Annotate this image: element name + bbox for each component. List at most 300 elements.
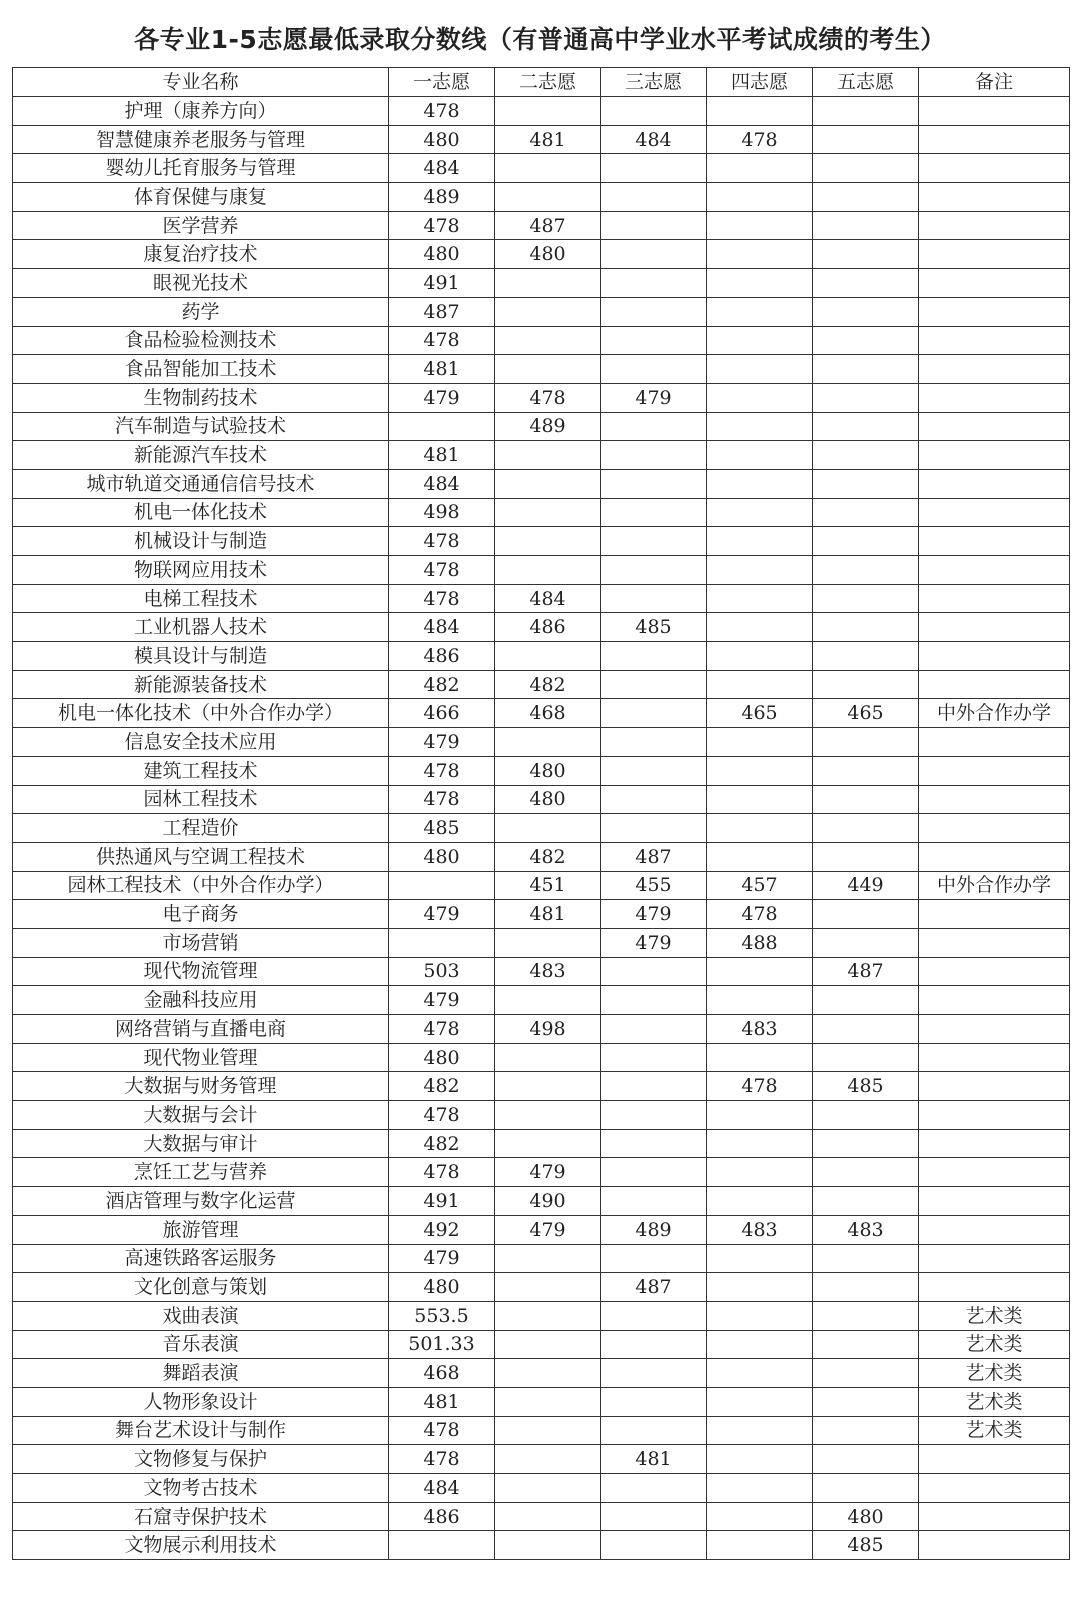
choice-2-score bbox=[495, 1244, 601, 1273]
choice-4-score bbox=[707, 1531, 813, 1560]
major-name-cell: 机械设计与制造 bbox=[13, 527, 389, 556]
remarks-cell bbox=[919, 183, 1070, 212]
major-name-cell: 现代物业管理 bbox=[13, 1043, 389, 1072]
remarks-cell bbox=[919, 756, 1070, 785]
remarks-cell bbox=[919, 842, 1070, 871]
remarks-cell bbox=[919, 728, 1070, 757]
choice-2-score bbox=[495, 183, 601, 212]
table-row bbox=[13, 527, 1070, 556]
table-row bbox=[13, 670, 1070, 699]
choice-4-score bbox=[707, 1129, 813, 1158]
choice-1-score: 503 bbox=[389, 957, 495, 986]
choice-1-score: 481 bbox=[389, 441, 495, 470]
choice-2-score: 486 bbox=[495, 613, 601, 642]
choice-3-score: 485 bbox=[601, 613, 707, 642]
choice-5-score bbox=[813, 1158, 919, 1187]
choice-2-score bbox=[495, 355, 601, 384]
choice-5-score bbox=[813, 1187, 919, 1216]
table-row bbox=[13, 556, 1070, 585]
choice-3-score bbox=[601, 527, 707, 556]
choice-2-score bbox=[495, 1531, 601, 1560]
table-row bbox=[13, 814, 1070, 843]
remarks-cell bbox=[919, 240, 1070, 269]
choice-4-score bbox=[707, 1474, 813, 1503]
table-row bbox=[13, 297, 1070, 326]
remarks-cell bbox=[919, 1158, 1070, 1187]
choice-1-score: 479 bbox=[389, 900, 495, 929]
choice-2-score: 490 bbox=[495, 1187, 601, 1216]
choice-1-score: 481 bbox=[389, 1387, 495, 1416]
choice-4-score: 483 bbox=[707, 1015, 813, 1044]
choice-5-score bbox=[813, 900, 919, 929]
choice-4-score bbox=[707, 154, 813, 183]
choice-5-score: 485 bbox=[813, 1531, 919, 1560]
major-name-cell: 模具设计与制造 bbox=[13, 642, 389, 671]
remarks-cell: 艺术类 bbox=[919, 1330, 1070, 1359]
choice-1-score: 479 bbox=[389, 1244, 495, 1273]
table-body bbox=[13, 97, 1070, 1560]
choice-1-score: 485 bbox=[389, 814, 495, 843]
choice-4-score bbox=[707, 642, 813, 671]
remarks-cell: 艺术类 bbox=[919, 1416, 1070, 1445]
major-name-cell: 机电一体化技术（中外合作办学） bbox=[13, 699, 389, 728]
choice-2-score: 487 bbox=[495, 211, 601, 240]
major-name-cell: 大数据与会计 bbox=[13, 1101, 389, 1130]
table-row bbox=[13, 269, 1070, 298]
choice-3-score: 479 bbox=[601, 383, 707, 412]
remarks-cell bbox=[919, 1043, 1070, 1072]
choice-3-score bbox=[601, 1359, 707, 1388]
choice-5-score bbox=[813, 1359, 919, 1388]
choice-5-score bbox=[813, 441, 919, 470]
choice-3-score bbox=[601, 1244, 707, 1273]
remarks-cell bbox=[919, 1187, 1070, 1216]
choice-1-score: 480 bbox=[389, 1043, 495, 1072]
choice-1-score: 484 bbox=[389, 469, 495, 498]
table-row bbox=[13, 154, 1070, 183]
choice-2-score: 468 bbox=[495, 699, 601, 728]
major-name-cell: 烹饪工艺与营养 bbox=[13, 1158, 389, 1187]
choice-4-score bbox=[707, 1043, 813, 1072]
choice-1-score: 478 bbox=[389, 1015, 495, 1044]
table-row bbox=[13, 326, 1070, 355]
choice-2-score: 484 bbox=[495, 584, 601, 613]
choice-5-score bbox=[813, 469, 919, 498]
choice-5-score bbox=[813, 785, 919, 814]
choice-3-score bbox=[601, 441, 707, 470]
remarks-cell bbox=[919, 97, 1070, 126]
remarks-cell bbox=[919, 584, 1070, 613]
choice-5-score bbox=[813, 1445, 919, 1474]
choice-1-score: 480 bbox=[389, 1273, 495, 1302]
choice-3-score bbox=[601, 728, 707, 757]
choice-4-score bbox=[707, 842, 813, 871]
table-row bbox=[13, 125, 1070, 154]
table-row bbox=[13, 1273, 1070, 1302]
major-name-cell: 大数据与财务管理 bbox=[13, 1072, 389, 1101]
choice-2-score bbox=[495, 1330, 601, 1359]
choice-1-score: 486 bbox=[389, 642, 495, 671]
choice-5-score bbox=[813, 756, 919, 785]
choice-1-score: 478 bbox=[389, 1101, 495, 1130]
choice-2-score bbox=[495, 728, 601, 757]
admission-score-table bbox=[12, 67, 1070, 1560]
choice-1-score: 479 bbox=[389, 383, 495, 412]
major-name-cell: 文物修复与保护 bbox=[13, 1445, 389, 1474]
choice-5-score bbox=[813, 97, 919, 126]
choice-1-score: 478 bbox=[389, 556, 495, 585]
choice-4-score bbox=[707, 1301, 813, 1330]
table-header-row bbox=[13, 68, 1070, 97]
major-name-cell: 旅游管理 bbox=[13, 1215, 389, 1244]
major-name-cell: 大数据与审计 bbox=[13, 1129, 389, 1158]
choice-1-score: 480 bbox=[389, 842, 495, 871]
choice-5-score bbox=[813, 527, 919, 556]
choice-5-score bbox=[813, 355, 919, 384]
choice-2-score: 478 bbox=[495, 383, 601, 412]
choice-5-score bbox=[813, 1273, 919, 1302]
table-row bbox=[13, 355, 1070, 384]
choice-5-score bbox=[813, 613, 919, 642]
table-row bbox=[13, 1215, 1070, 1244]
choice-5-score bbox=[813, 1330, 919, 1359]
remarks-cell bbox=[919, 498, 1070, 527]
choice-1-score: 481 bbox=[389, 355, 495, 384]
major-name-cell: 石窟寺保护技术 bbox=[13, 1502, 389, 1531]
choice-4-score bbox=[707, 1158, 813, 1187]
major-name-cell: 智慧健康养老服务与管理 bbox=[13, 125, 389, 154]
choice-4-score bbox=[707, 584, 813, 613]
choice-5-score bbox=[813, 584, 919, 613]
choice-2-score bbox=[495, 556, 601, 585]
choice-2-score bbox=[495, 986, 601, 1015]
choice-4-score bbox=[707, 441, 813, 470]
table-row bbox=[13, 498, 1070, 527]
choice-3-score bbox=[601, 1416, 707, 1445]
choice-1-score: 498 bbox=[389, 498, 495, 527]
choice-3-score bbox=[601, 1387, 707, 1416]
choice-3-score bbox=[601, 183, 707, 212]
choice-1-score: 491 bbox=[389, 269, 495, 298]
major-name-cell: 工程造价 bbox=[13, 814, 389, 843]
choice-3-score bbox=[601, 269, 707, 298]
page-title: 各专业1-5志愿最低录取分数线（有普通高中学业水平考试成绩的考生） bbox=[134, 25, 946, 54]
remarks-cell bbox=[919, 613, 1070, 642]
choice-4-score bbox=[707, 1416, 813, 1445]
major-name-cell: 高速铁路客运服务 bbox=[13, 1244, 389, 1273]
choice-4-score bbox=[707, 1387, 813, 1416]
choice-1-score: 478 bbox=[389, 97, 495, 126]
choice-2-score bbox=[495, 498, 601, 527]
major-name-cell: 舞蹈表演 bbox=[13, 1359, 389, 1388]
choice-1-score: 482 bbox=[389, 670, 495, 699]
choice-3-score bbox=[601, 1531, 707, 1560]
choice-4-score bbox=[707, 527, 813, 556]
choice-4-score: 465 bbox=[707, 699, 813, 728]
table-row bbox=[13, 1502, 1070, 1531]
choice-5-score bbox=[813, 1101, 919, 1130]
choice-1-score: 478 bbox=[389, 1445, 495, 1474]
choice-2-score: 482 bbox=[495, 670, 601, 699]
choice-1-score bbox=[389, 871, 495, 900]
choice-1-score: 501.33 bbox=[389, 1330, 495, 1359]
table-row bbox=[13, 871, 1070, 900]
major-name-cell: 食品智能加工技术 bbox=[13, 355, 389, 384]
choice-1-score: 484 bbox=[389, 154, 495, 183]
remarks-cell: 艺术类 bbox=[919, 1359, 1070, 1388]
choice-5-score bbox=[813, 154, 919, 183]
remarks-cell bbox=[919, 986, 1070, 1015]
table-row bbox=[13, 1387, 1070, 1416]
choice-5-score: 487 bbox=[813, 957, 919, 986]
choice-1-score: 479 bbox=[389, 986, 495, 1015]
remarks-cell bbox=[919, 1531, 1070, 1560]
major-name-cell: 康复治疗技术 bbox=[13, 240, 389, 269]
choice-5-score bbox=[813, 1474, 919, 1503]
choice-3-score bbox=[601, 1158, 707, 1187]
table-row bbox=[13, 211, 1070, 240]
choice-4-score bbox=[707, 1187, 813, 1216]
choice-3-score bbox=[601, 1301, 707, 1330]
major-name-cell: 物联网应用技术 bbox=[13, 556, 389, 585]
choice-4-score bbox=[707, 469, 813, 498]
major-name-cell: 工业机器人技术 bbox=[13, 613, 389, 642]
choice-4-score: 457 bbox=[707, 871, 813, 900]
choice-2-score bbox=[495, 154, 601, 183]
remarks-cell bbox=[919, 556, 1070, 585]
major-name-cell: 市场营销 bbox=[13, 928, 389, 957]
choice-2-score: 480 bbox=[495, 756, 601, 785]
choice-3-score: 455 bbox=[601, 871, 707, 900]
choice-3-score bbox=[601, 584, 707, 613]
table-row bbox=[13, 1531, 1070, 1560]
choice-1-score: 480 bbox=[389, 240, 495, 269]
major-name-cell: 药学 bbox=[13, 297, 389, 326]
table-row bbox=[13, 412, 1070, 441]
choice-5-score bbox=[813, 498, 919, 527]
choice-2-score bbox=[495, 269, 601, 298]
choice-5-score bbox=[813, 1301, 919, 1330]
remarks-cell bbox=[919, 900, 1070, 929]
choice-1-score bbox=[389, 1531, 495, 1560]
remarks-cell bbox=[919, 211, 1070, 240]
major-name-cell: 酒店管理与数字化运营 bbox=[13, 1187, 389, 1216]
choice-2-score: 483 bbox=[495, 957, 601, 986]
column-header-major: 专业名称 bbox=[13, 68, 389, 97]
choice-1-score: 478 bbox=[389, 785, 495, 814]
remarks-cell bbox=[919, 355, 1070, 384]
table-row bbox=[13, 613, 1070, 642]
remarks-cell bbox=[919, 670, 1070, 699]
choice-3-score bbox=[601, 1043, 707, 1072]
major-name-cell: 生物制药技术 bbox=[13, 383, 389, 412]
choice-5-score bbox=[813, 728, 919, 757]
choice-3-score bbox=[601, 1015, 707, 1044]
choice-2-score: 480 bbox=[495, 785, 601, 814]
choice-3-score bbox=[601, 785, 707, 814]
choice-5-score bbox=[813, 642, 919, 671]
choice-3-score bbox=[601, 699, 707, 728]
choice-3-score bbox=[601, 355, 707, 384]
choice-4-score bbox=[707, 1101, 813, 1130]
choice-3-score bbox=[601, 642, 707, 671]
choice-3-score bbox=[601, 1474, 707, 1503]
choice-5-score bbox=[813, 125, 919, 154]
choice-1-score: 484 bbox=[389, 613, 495, 642]
choice-3-score bbox=[601, 412, 707, 441]
choice-1-score: 478 bbox=[389, 527, 495, 556]
choice-1-score: 482 bbox=[389, 1072, 495, 1101]
remarks-cell bbox=[919, 957, 1070, 986]
column-header-choice-1: 一志愿 bbox=[389, 68, 495, 97]
major-name-cell: 新能源汽车技术 bbox=[13, 441, 389, 470]
choice-2-score bbox=[495, 1502, 601, 1531]
choice-3-score bbox=[601, 814, 707, 843]
major-name-cell: 音乐表演 bbox=[13, 1330, 389, 1359]
remarks-cell bbox=[919, 1015, 1070, 1044]
choice-5-score bbox=[813, 269, 919, 298]
choice-3-score bbox=[601, 154, 707, 183]
choice-3-score bbox=[601, 1101, 707, 1130]
choice-3-score bbox=[601, 97, 707, 126]
remarks-cell bbox=[919, 1072, 1070, 1101]
table-row bbox=[13, 1244, 1070, 1273]
choice-5-score bbox=[813, 383, 919, 412]
choice-4-score bbox=[707, 785, 813, 814]
column-header-choice-5: 五志愿 bbox=[813, 68, 919, 97]
choice-4-score bbox=[707, 728, 813, 757]
remarks-cell bbox=[919, 1215, 1070, 1244]
choice-5-score bbox=[813, 326, 919, 355]
remarks-cell: 中外合作办学 bbox=[919, 871, 1070, 900]
choice-2-score bbox=[495, 1301, 601, 1330]
major-name-cell: 新能源装备技术 bbox=[13, 670, 389, 699]
table-row bbox=[13, 183, 1070, 212]
remarks-cell: 中外合作办学 bbox=[919, 699, 1070, 728]
choice-5-score bbox=[813, 1387, 919, 1416]
choice-5-score bbox=[813, 670, 919, 699]
table-row bbox=[13, 699, 1070, 728]
choice-4-score bbox=[707, 269, 813, 298]
choice-5-score bbox=[813, 1015, 919, 1044]
choice-1-score: 478 bbox=[389, 211, 495, 240]
remarks-cell bbox=[919, 1502, 1070, 1531]
choice-3-score bbox=[601, 1129, 707, 1158]
major-name-cell: 城市轨道交通通信信号技术 bbox=[13, 469, 389, 498]
choice-2-score: 451 bbox=[495, 871, 601, 900]
remarks-cell bbox=[919, 642, 1070, 671]
choice-4-score bbox=[707, 670, 813, 699]
major-name-cell: 园林工程技术（中外合作办学） bbox=[13, 871, 389, 900]
choice-3-score bbox=[601, 469, 707, 498]
choice-3-score bbox=[601, 498, 707, 527]
choice-3-score bbox=[601, 211, 707, 240]
remarks-cell bbox=[919, 412, 1070, 441]
choice-3-score bbox=[601, 297, 707, 326]
choice-4-score bbox=[707, 814, 813, 843]
table-row bbox=[13, 1129, 1070, 1158]
choice-3-score bbox=[601, 556, 707, 585]
choice-1-score: 468 bbox=[389, 1359, 495, 1388]
remarks-cell bbox=[919, 1445, 1070, 1474]
table-row bbox=[13, 469, 1070, 498]
remarks-cell bbox=[919, 1474, 1070, 1503]
column-header-remarks: 备注 bbox=[919, 68, 1070, 97]
table-row bbox=[13, 785, 1070, 814]
remarks-cell bbox=[919, 383, 1070, 412]
table-row bbox=[13, 1445, 1070, 1474]
choice-2-score bbox=[495, 1129, 601, 1158]
remarks-cell: 艺术类 bbox=[919, 1301, 1070, 1330]
choice-1-score: 492 bbox=[389, 1215, 495, 1244]
choice-2-score: 481 bbox=[495, 900, 601, 929]
remarks-cell bbox=[919, 814, 1070, 843]
choice-4-score bbox=[707, 1273, 813, 1302]
table-row bbox=[13, 1474, 1070, 1503]
choice-4-score bbox=[707, 240, 813, 269]
choice-1-score bbox=[389, 412, 495, 441]
choice-5-score bbox=[813, 1129, 919, 1158]
remarks-cell bbox=[919, 269, 1070, 298]
choice-2-score bbox=[495, 326, 601, 355]
choice-2-score: 482 bbox=[495, 842, 601, 871]
choice-2-score bbox=[495, 297, 601, 326]
table-row bbox=[13, 1158, 1070, 1187]
major-name-cell: 电子商务 bbox=[13, 900, 389, 929]
major-name-cell: 食品检验检测技术 bbox=[13, 326, 389, 355]
table-row bbox=[13, 728, 1070, 757]
major-name-cell: 人物形象设计 bbox=[13, 1387, 389, 1416]
choice-5-score bbox=[813, 1416, 919, 1445]
major-name-cell: 医学营养 bbox=[13, 211, 389, 240]
choice-4-score bbox=[707, 383, 813, 412]
choice-3-score: 481 bbox=[601, 1445, 707, 1474]
choice-4-score bbox=[707, 412, 813, 441]
choice-2-score bbox=[495, 1474, 601, 1503]
remarks-cell bbox=[919, 1244, 1070, 1273]
choice-3-score bbox=[601, 1187, 707, 1216]
major-name-cell: 园林工程技术 bbox=[13, 785, 389, 814]
major-name-cell: 金融科技应用 bbox=[13, 986, 389, 1015]
table-row bbox=[13, 1187, 1070, 1216]
remarks-cell bbox=[919, 785, 1070, 814]
major-name-cell: 眼视光技术 bbox=[13, 269, 389, 298]
choice-5-score bbox=[813, 412, 919, 441]
major-name-cell: 汽车制造与试验技术 bbox=[13, 412, 389, 441]
choice-4-score: 488 bbox=[707, 928, 813, 957]
choice-1-score: 553.5 bbox=[389, 1301, 495, 1330]
choice-5-score bbox=[813, 183, 919, 212]
major-name-cell: 婴幼儿托育服务与管理 bbox=[13, 154, 389, 183]
choice-5-score bbox=[813, 986, 919, 1015]
remarks-cell bbox=[919, 1129, 1070, 1158]
column-header-choice-3: 三志愿 bbox=[601, 68, 707, 97]
choice-3-score bbox=[601, 1072, 707, 1101]
table-row bbox=[13, 1301, 1070, 1330]
remarks-cell bbox=[919, 469, 1070, 498]
choice-4-score bbox=[707, 1359, 813, 1388]
choice-4-score bbox=[707, 355, 813, 384]
choice-3-score: 487 bbox=[601, 1273, 707, 1302]
remarks-cell bbox=[919, 1273, 1070, 1302]
table-row bbox=[13, 1072, 1070, 1101]
choice-4-score bbox=[707, 97, 813, 126]
table-row bbox=[13, 441, 1070, 470]
choice-5-score bbox=[813, 556, 919, 585]
column-header-choice-2: 二志愿 bbox=[495, 68, 601, 97]
choice-2-score bbox=[495, 1101, 601, 1130]
choice-1-score: 478 bbox=[389, 756, 495, 785]
